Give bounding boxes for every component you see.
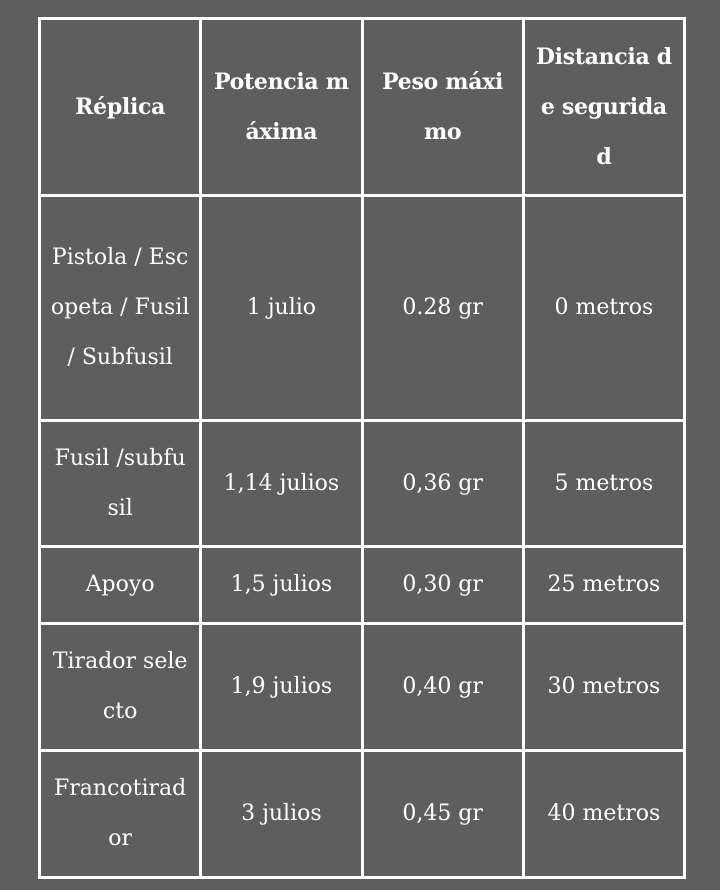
- cell-distancia: 30 metros: [523, 624, 684, 751]
- data-table-container: [38, 17, 683, 879]
- header-distancia: Distancia de seguridad: [523, 19, 684, 196]
- header-potencia: Potencia máxima: [201, 19, 362, 196]
- cell-distancia: 25 metros: [523, 547, 684, 624]
- cell-distancia: 0 metros: [523, 196, 684, 421]
- table-row: [40, 196, 685, 421]
- table-row: [40, 751, 685, 878]
- table-row: [40, 421, 685, 547]
- cell-replica: Tirador selecto: [40, 624, 201, 751]
- table-row: [40, 547, 685, 624]
- cell-peso: 0,45 gr: [362, 751, 523, 878]
- table-body: [40, 196, 685, 878]
- cell-potencia: 1,5 julios: [201, 547, 362, 624]
- cell-potencia: 1,9 julios: [201, 624, 362, 751]
- cell-potencia: 1 julio: [201, 196, 362, 421]
- table-row: [40, 624, 685, 751]
- header-replica: Réplica: [40, 19, 201, 196]
- table-header: [40, 19, 685, 196]
- cell-peso: 0,36 gr: [362, 421, 523, 547]
- cell-replica: Pistola / Escopeta / Fusil / Subfusil: [40, 196, 201, 421]
- cell-distancia: 40 metros: [523, 751, 684, 878]
- replica-limits-table: [38, 17, 686, 879]
- cell-replica: Fusil /subfusil: [40, 421, 201, 547]
- header-peso: Peso máximo: [362, 19, 523, 196]
- cell-potencia: 1,14 julios: [201, 421, 362, 547]
- cell-peso: 0.28 gr: [362, 196, 523, 421]
- cell-distancia: 5 metros: [523, 421, 684, 547]
- cell-replica: Apoyo: [40, 547, 201, 624]
- header-row: [40, 19, 685, 196]
- cell-peso: 0,40 gr: [362, 624, 523, 751]
- cell-replica: Francotirador: [40, 751, 201, 878]
- cell-peso: 0,30 gr: [362, 547, 523, 624]
- cell-potencia: 3 julios: [201, 751, 362, 878]
